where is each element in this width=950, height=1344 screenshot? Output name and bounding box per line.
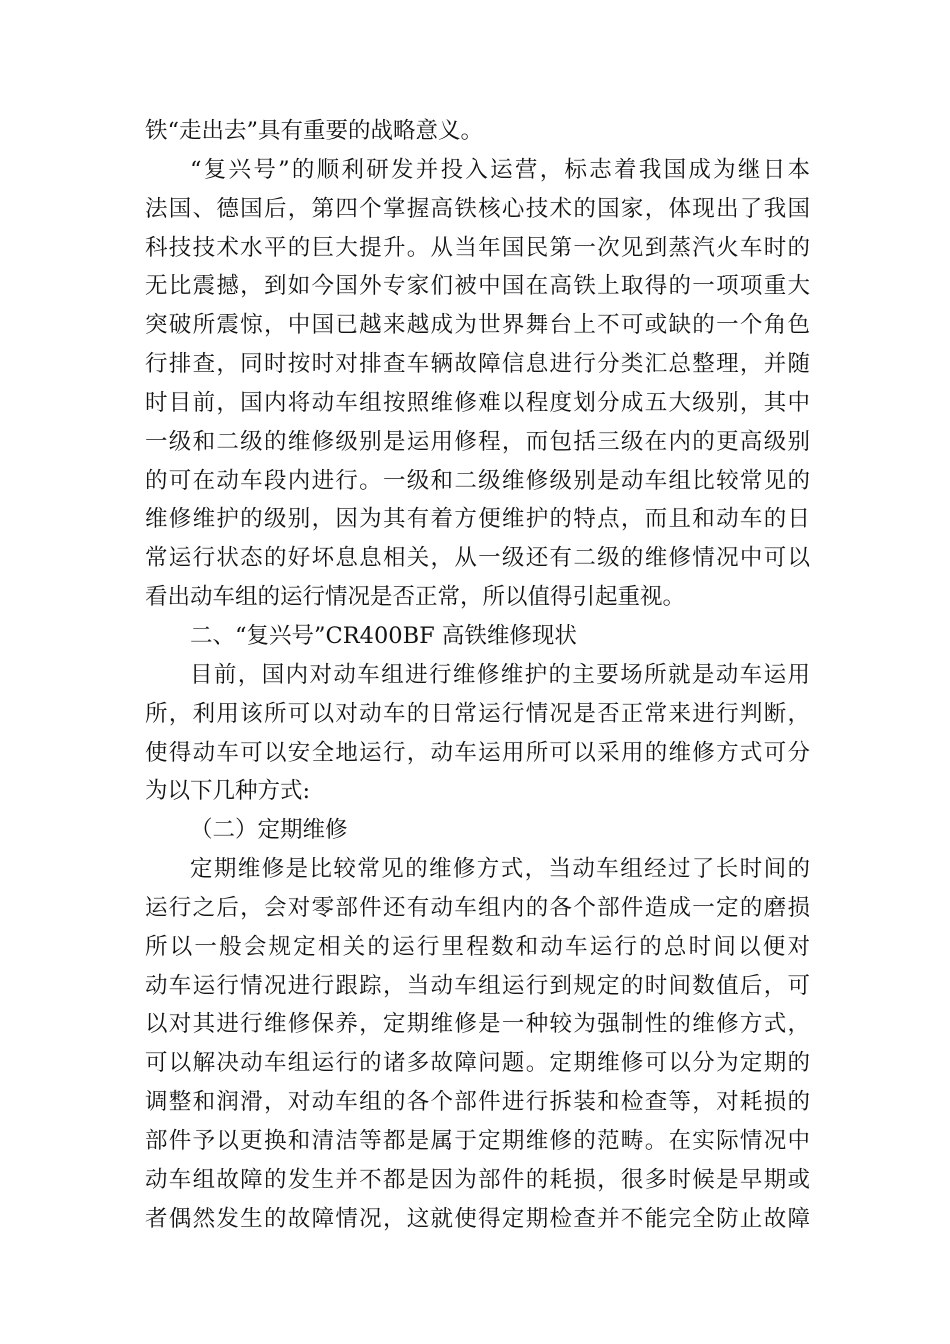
text-line: 定期维修是比较常见的维修方式，当动车组经过了长时间的	[190, 856, 810, 883]
text-line: 动车运行情况进行跟踪，当动车组运行到规定的时间数值后，可	[145, 972, 810, 999]
text-line: 常运行状态的好坏息息相关，从一级还有二级的维修情况中可以	[145, 545, 810, 572]
text-line: 铁“走出去”具有重要的战略意义。	[145, 118, 484, 144]
text-line: “复兴号”的顺利研发并投入运营，标志着我国成为继日本	[190, 156, 810, 183]
text-line: 者偶然发生的故障情况，这就使得定期检查并不能完全防止故障	[145, 1205, 810, 1232]
text-line: 一级和二级的维修级别是运用修程，而包括三级在内的更高级别	[145, 428, 810, 455]
text-line: 时目前，国内将动车组按照维修难以程度划分成五大级别，其中	[145, 389, 810, 416]
text-line: 所，利用该所可以对动车的日常运行情况是否正常来进行判断，	[145, 700, 810, 727]
text-line: 可以解决动车组运行的诸多故障问题。定期维修可以分为定期的	[145, 1050, 810, 1077]
body-text	[145, 112, 810, 1238]
text-line: 二、“复兴号”CR400BF 高铁维修现状	[190, 622, 577, 649]
text-line: 无比震撼，到如今国外专家们被中国在高铁上取得的一项项重大	[145, 273, 810, 300]
text-line: 部件予以更换和清洁等都是属于定期维修的范畴。在实际情况中	[145, 1127, 810, 1154]
text-line: 科技技术水平的巨大提升。从当年国民第一次见到蒸汽火车时的	[145, 234, 810, 261]
text-line: 动车组故障的发生并不都是因为部件的耗损，很多时候是早期或	[145, 1166, 810, 1193]
text-line: 为以下几种方式:	[145, 778, 311, 805]
text-line: 所以一般会规定相关的运行里程数和动车运行的总时间以便对	[145, 933, 810, 960]
text-line: 调整和润滑，对动车组的各个部件进行拆装和检查等，对耗损的	[145, 1089, 810, 1116]
text-line: 的可在动车段内进行。一级和二级维修级别是动车组比较常见的	[145, 467, 810, 494]
text-line: 看出动车组的运行情况是否正常，所以值得引起重视。	[145, 584, 686, 611]
text-line: （二）定期维修	[190, 817, 348, 844]
text-line: 行排查，同时按时对排查车辆故障信息进行分类汇总整理，并随	[145, 351, 810, 378]
text-line: 以对其进行维修保养，定期维修是一种较为强制性的维修方式，	[145, 1011, 810, 1038]
text-line: 法国、德国后，第四个掌握高铁核心技术的国家，体现出了我国	[145, 195, 810, 222]
text-line: 使得动车可以安全地运行，动车运用所可以采用的维修方式可分	[145, 739, 810, 766]
text-line: 维修维护的级别，因为其有着方便维护的特点，而且和动车的日	[145, 506, 810, 533]
text-line: 目前，国内对动车组进行维修维护的主要场所就是动车运用	[190, 661, 810, 688]
text-line: 突破所震惊，中国已越来越成为世界舞台上不可或缺的一个角色	[145, 312, 810, 339]
text-line: 运行之后，会对零部件还有动车组内的各个部件造成一定的磨损	[145, 894, 810, 921]
